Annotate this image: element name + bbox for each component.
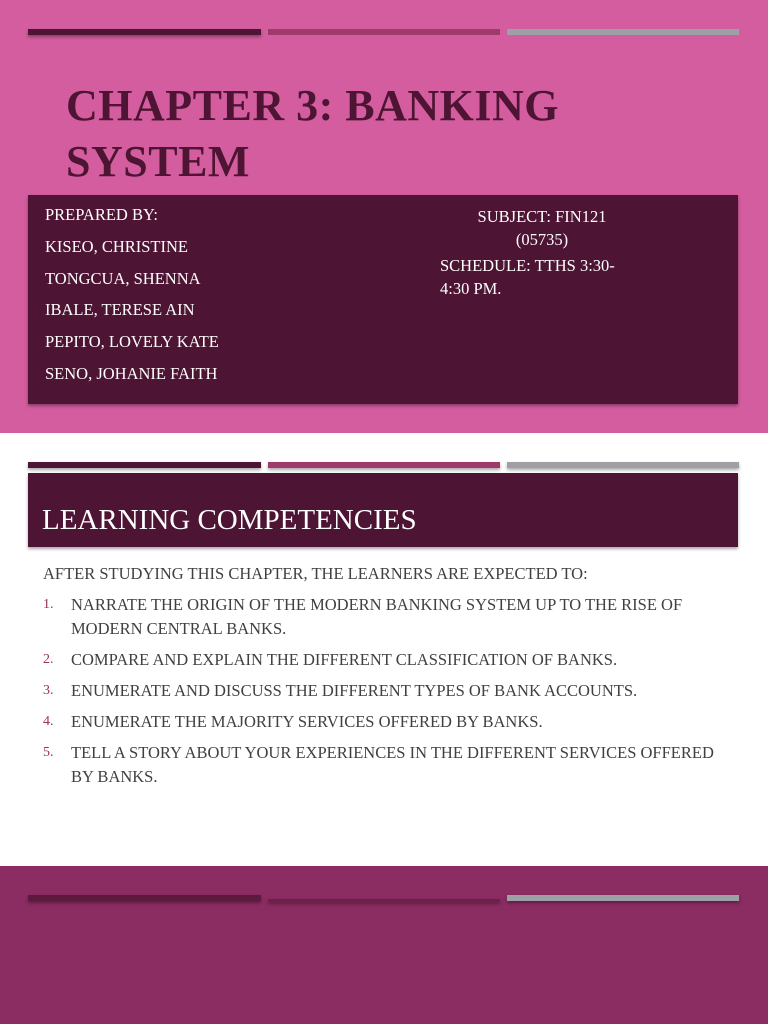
accent-bar-mid — [268, 899, 500, 902]
accent-bar-mid — [268, 462, 500, 468]
list-item — [43, 648, 723, 672]
intro-text: AFTER STUDYING THIS CHAPTER, THE LEARNERS ARE EXPECTED TO: — [43, 564, 588, 583]
list-item — [43, 679, 723, 703]
slide-title — [66, 78, 726, 190]
list-item — [43, 710, 723, 734]
title-line-1: CHAPTER 3: BANKING — [66, 81, 560, 130]
accent-bar-gray — [507, 462, 739, 468]
list-item — [43, 741, 723, 789]
list-item — [43, 593, 723, 641]
list-item-text: TELL A STORY ABOUT YOUR EXPERIENCES IN THE DIFFERENT SERVICES OFFERED BY BANKS. — [71, 743, 714, 786]
author-name: KISEO, CHRISTINE — [45, 236, 188, 256]
accent-bar-gray — [507, 29, 739, 35]
list-item-text: NARRATE THE ORIGIN OF THE MODERN BANKING SYSTEM UP TO THE RISE OF MODERN CENTRAL BANKS. — [71, 595, 683, 638]
accent-bar-dark — [28, 29, 261, 35]
info-panel — [28, 195, 738, 404]
section-header — [28, 473, 738, 547]
section-heading: LEARNING COMPETENCIES — [42, 504, 417, 536]
prepared-by-list — [45, 205, 219, 396]
list-number: 1. — [43, 597, 54, 612]
author-name: SENO, JOHANIE FAITH — [45, 363, 218, 383]
competencies-slide — [0, 433, 768, 866]
list-number: 5. — [43, 745, 54, 760]
title-slide — [0, 0, 768, 433]
subject-number: (05735) — [515, 230, 569, 249]
subject-code: SUBJECT: FIN121 — [477, 207, 607, 226]
accent-bar-mid — [268, 29, 500, 35]
prepared-by-label: PREPARED BY: — [45, 205, 158, 224]
list-item-text: ENUMERATE THE MAJORITY SERVICES OFFERED BY BANKS. — [71, 712, 543, 731]
list-item-text: ENUMERATE AND DISCUSS THE DIFFERENT TYPES OF BANK ACCOUNTS. — [71, 681, 638, 700]
next-slide-partial — [0, 866, 768, 1024]
list-number: 4. — [43, 714, 54, 729]
list-number: 2. — [43, 652, 54, 667]
competency-list — [43, 593, 723, 796]
list-item-text: COMPARE AND EXPLAIN THE DIFFERENT CLASSIFICATION OF BANKS. — [71, 650, 618, 669]
author-name: PEPITO, LOVELY KATE — [45, 332, 219, 352]
author-name: TONGCUA, SHENNA — [45, 268, 201, 288]
author-name: IBALE, TERESE AIN — [45, 300, 195, 320]
accent-bar-dark — [28, 462, 261, 468]
title-line-2: SYSTEM — [66, 137, 250, 186]
subject-block — [440, 205, 644, 300]
schedule-line-1: SCHEDULE: TTHS 3:30- — [440, 256, 615, 275]
accent-bar-gray — [507, 895, 739, 901]
accent-bar-dark — [28, 895, 261, 901]
list-number: 3. — [43, 683, 54, 698]
schedule-line-2: 4:30 PM. — [440, 279, 502, 298]
